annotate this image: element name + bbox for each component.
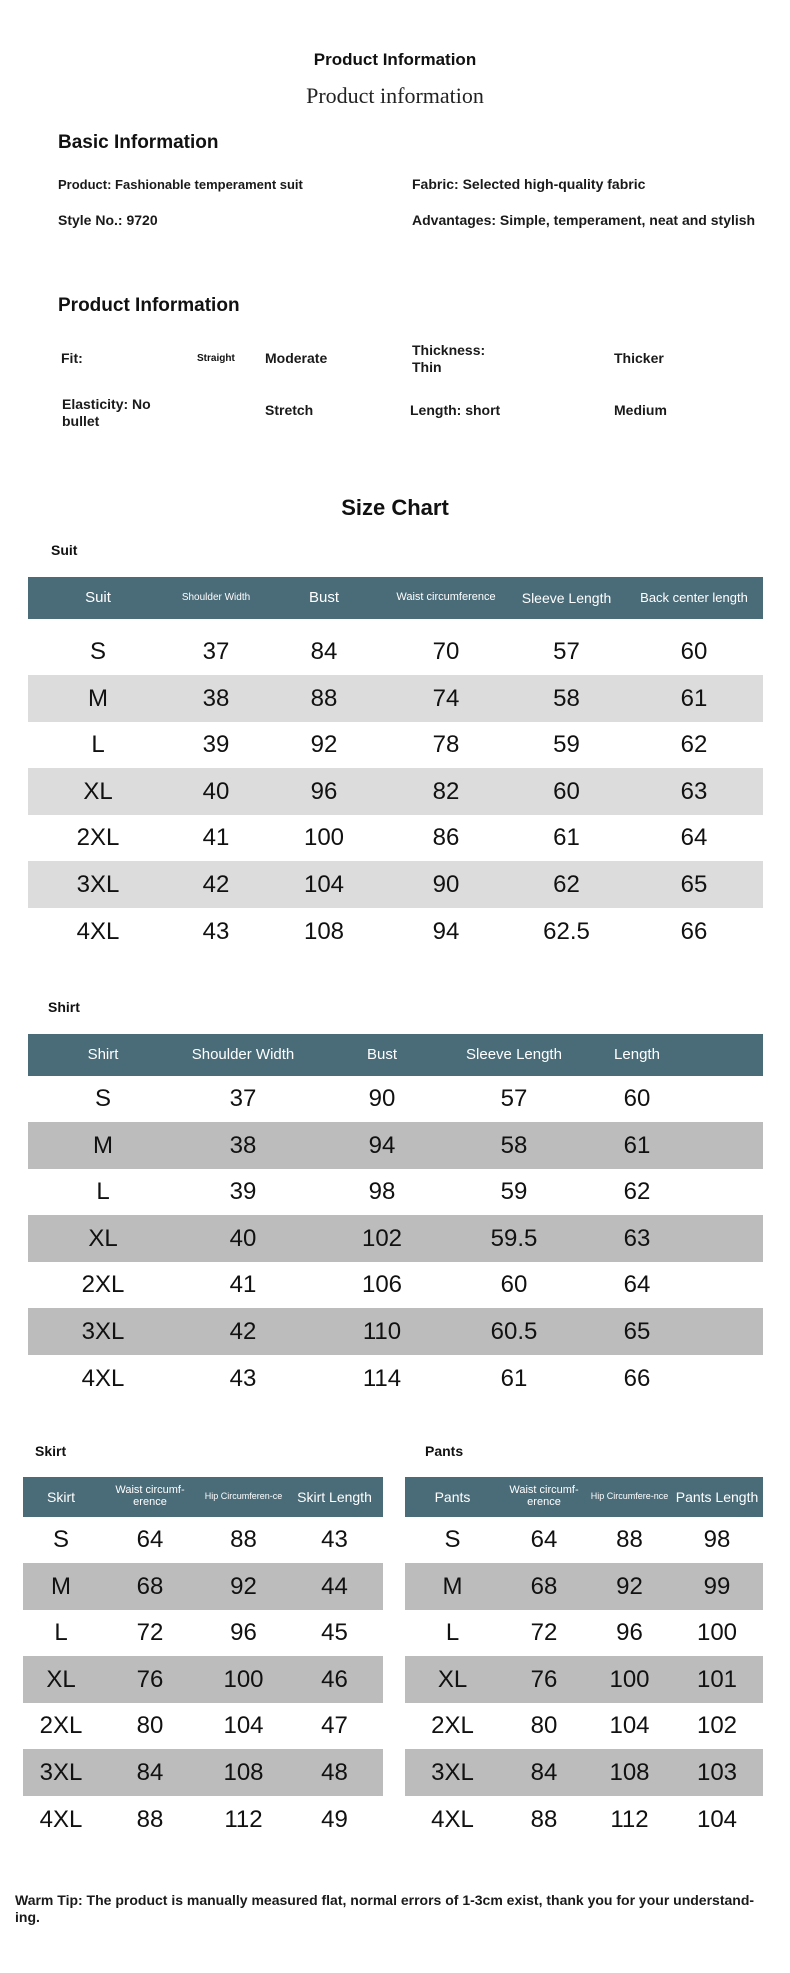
table-cell: 72 [530, 1619, 558, 1646]
table-cell: M [23, 1563, 99, 1610]
table-cell: 57 [500, 1085, 528, 1112]
fit-option-moderate: Moderate [265, 350, 328, 366]
page-subtitle: Product information [306, 83, 484, 108]
table-cell: 38 [168, 675, 264, 722]
fit-option-straight: Straight [197, 353, 235, 364]
table-row [405, 1610, 763, 1656]
suit-header-cell: Waist circumference [384, 577, 508, 619]
page-title: Product Information [313, 50, 477, 69]
table-cell: 60 [500, 1271, 528, 1298]
table-cell: 3XL [28, 1308, 178, 1355]
table-row [23, 1517, 383, 1563]
table-row [28, 768, 763, 815]
table-cell: 90 [384, 861, 508, 908]
pants-header-cell: Pants [405, 1477, 500, 1517]
suit-header-cell: Sleeve Length [508, 577, 625, 619]
table-cell: 65 [625, 861, 763, 908]
table-cell: 38 [178, 1122, 308, 1169]
table-cell: 62.5 [543, 917, 590, 945]
table-cell: 49 [321, 1805, 348, 1833]
table-cell: 41 [229, 1271, 257, 1298]
table-cell: 3XL [28, 861, 168, 908]
table-cell: L [96, 1178, 110, 1205]
table-cell: 64 [136, 1526, 164, 1553]
table-cell: 82 [384, 768, 508, 815]
table-cell: 66 [623, 1364, 651, 1392]
table-row [23, 1749, 383, 1796]
product-info-heading: Product Information [58, 295, 240, 316]
fit-label: Fit: [61, 350, 83, 366]
table-cell: 4XL [81, 1364, 125, 1392]
warm-tip: Warm Tip: The product is manually measured flat, normal errors of 1-3cm exist, thank you for your understand-ing. [15, 1892, 755, 1925]
table-cell: 98 [368, 1178, 396, 1205]
table-cell: 70 [432, 638, 460, 665]
table-cell: 110 [308, 1308, 456, 1355]
table-cell: 92 [588, 1563, 671, 1610]
table-cell: 96 [616, 1619, 643, 1646]
table-cell: 60 [623, 1085, 651, 1112]
table-cell: 4XL [76, 917, 120, 945]
table-cell: 40 [168, 768, 264, 815]
table-cell: 39 [229, 1178, 257, 1205]
table-cell: 42 [178, 1308, 308, 1355]
table-cell: 42 [168, 861, 264, 908]
table-cell: 96 [264, 768, 384, 815]
table-cell: 102 [696, 1712, 738, 1739]
pants-header-cell: Hip Circumfere-nce [588, 1477, 671, 1517]
table-row [28, 1122, 763, 1169]
table-cell: XL [28, 1215, 178, 1262]
table-cell: 96 [230, 1619, 257, 1646]
table-cell: 63 [625, 768, 763, 815]
table-cell: 4XL [431, 1805, 474, 1833]
table-cell: 78 [432, 731, 460, 758]
table-row [28, 1215, 763, 1262]
table-cell: 112 [610, 1805, 649, 1833]
table-row [405, 1749, 763, 1796]
table-cell: 92 [201, 1563, 286, 1610]
table-cell: 80 [136, 1712, 164, 1739]
table-cell: 62 [623, 1178, 651, 1205]
table-cell: 98 [703, 1526, 731, 1553]
table-cell: M [405, 1563, 500, 1610]
table-cell: XL [23, 1656, 99, 1703]
table-cell: 37 [202, 638, 230, 665]
table-cell: 108 [303, 917, 345, 945]
table-cell: 72 [136, 1619, 164, 1646]
table-cell: 37 [229, 1085, 257, 1112]
table-cell: XL [405, 1656, 500, 1703]
advantages-info: Advantages: Simple, temperament, neat and stylish [412, 212, 756, 228]
table-cell: L [445, 1619, 460, 1646]
shirt-header-cell: Shoulder Width [178, 1034, 308, 1076]
shirt-table-label: Shirt [48, 999, 80, 1015]
table-cell: 44 [286, 1563, 383, 1610]
table-cell: XL [28, 768, 168, 815]
product-name: Product: Fashionable temperament suit [58, 177, 303, 192]
table-cell: 68 [500, 1563, 588, 1610]
table-cell: M [28, 1122, 178, 1169]
table-cell: 88 [616, 1526, 643, 1553]
table-cell: L [91, 731, 105, 758]
skirt-header-cell: Skirt Length [286, 1477, 383, 1517]
table-cell: 61 [500, 1364, 528, 1392]
table-cell: 3XL [23, 1749, 99, 1796]
table-cell: 104 [696, 1805, 738, 1833]
basic-info-heading: Basic Information [58, 132, 219, 153]
table-cell: 94 [308, 1122, 456, 1169]
table-cell: 66 [680, 917, 708, 945]
shirt-header-cell: Length [572, 1034, 702, 1076]
table-cell: 2XL [81, 1271, 125, 1298]
table-cell: 65 [572, 1308, 702, 1355]
table-cell: 108 [588, 1749, 671, 1796]
skirt-size-table [23, 1477, 383, 1843]
table-row [28, 1355, 763, 1402]
table-row [28, 722, 763, 768]
elasticity-label: Elasticity: No bullet [62, 396, 151, 429]
suit-table-label: Suit [51, 542, 78, 558]
table-cell: 99 [671, 1563, 763, 1610]
table-cell: 84 [310, 638, 338, 665]
pants-header-cell: Waist circumf-erence [500, 1477, 588, 1517]
table-cell: 68 [99, 1563, 201, 1610]
table-cell: 86 [432, 824, 460, 851]
table-cell: 45 [321, 1619, 348, 1646]
table-cell: 60 [680, 638, 708, 665]
size-chart-title: Size Chart [341, 495, 449, 520]
table-cell: S [52, 1526, 69, 1553]
pants-size-table [405, 1477, 763, 1843]
suit-header-cell: Bust [264, 577, 384, 619]
table-cell: 43 [202, 917, 230, 945]
skirt-header-cell: Waist circumf-erence [99, 1477, 201, 1517]
table-cell: S [444, 1526, 461, 1553]
table-cell: 108 [201, 1749, 286, 1796]
thickness-option-thicker: Thicker [614, 350, 664, 366]
table-cell: 88 [264, 675, 384, 722]
table-cell: 4XL [39, 1805, 83, 1833]
table-cell: 62 [508, 861, 625, 908]
table-cell: 101 [671, 1656, 763, 1703]
table-cell: 90 [368, 1085, 396, 1112]
table-cell: 58 [456, 1122, 572, 1169]
table-row [28, 861, 763, 908]
table-cell: L [54, 1619, 68, 1646]
table-cell: 40 [178, 1215, 308, 1262]
table-row [28, 1169, 763, 1215]
table-cell: 84 [99, 1749, 201, 1796]
style-number: Style No.: 9720 [58, 212, 158, 228]
table-row [28, 815, 763, 861]
table-cell: 60.5 [456, 1308, 572, 1355]
table-cell: 100 [201, 1656, 286, 1703]
table-cell: 59 [553, 731, 580, 758]
table-row [405, 1796, 763, 1843]
suit-header-cell: Back center length [625, 577, 763, 619]
table-cell: 59 [500, 1178, 528, 1205]
table-row [405, 1517, 763, 1563]
table-cell: M [28, 675, 168, 722]
skirt-table-label: Skirt [35, 1443, 67, 1459]
shirt-header-cell: Bust [308, 1034, 456, 1076]
table-row [28, 1076, 763, 1122]
shirt-size-table [28, 1034, 763, 1402]
table-cell: 47 [321, 1712, 348, 1739]
table-cell: 114 [362, 1364, 402, 1392]
table-cell: 76 [99, 1656, 201, 1703]
table-cell: 88 [230, 1526, 257, 1553]
length-option-medium: Medium [614, 402, 667, 418]
table-row [405, 1703, 763, 1749]
elasticity-option-stretch: Stretch [265, 402, 314, 418]
table-cell: 84 [500, 1749, 588, 1796]
table-cell: 88 [530, 1805, 558, 1833]
table-cell: 74 [384, 675, 508, 722]
shirt-header-cell: Sleeve Length [456, 1034, 572, 1076]
table-cell: 100 [303, 824, 345, 851]
table-cell: 100 [696, 1619, 738, 1646]
suit-size-table [28, 577, 763, 955]
table-cell: 62 [680, 731, 708, 758]
table-cell: 2XL [39, 1712, 83, 1739]
fabric-info: Fabric: Selected high-quality fabric [412, 176, 646, 192]
table-cell: 94 [432, 917, 460, 945]
table-row [23, 1656, 383, 1703]
table-cell: 61 [625, 675, 763, 722]
table-cell: 106 [361, 1271, 403, 1298]
table-row [23, 1703, 383, 1749]
table-cell: 76 [500, 1656, 588, 1703]
table-cell: S [89, 638, 106, 665]
table-cell: 88 [136, 1805, 164, 1833]
table-row [23, 1563, 383, 1610]
table-cell: 102 [308, 1215, 456, 1262]
suit-header-cell: Shoulder Width [168, 577, 264, 619]
table-cell: 103 [671, 1749, 763, 1796]
table-cell: 104 [223, 1712, 264, 1739]
table-cell: 64 [530, 1526, 558, 1553]
table-cell: 80 [530, 1712, 558, 1739]
table-cell: 92 [310, 731, 338, 758]
table-cell: 48 [286, 1749, 383, 1796]
table-row [28, 908, 763, 955]
table-cell: 61 [572, 1122, 702, 1169]
table-row [28, 1262, 763, 1308]
table-cell: 104 [264, 861, 384, 908]
skirt-header-cell: Hip Circumferen-ce [201, 1477, 286, 1517]
table-cell: 2XL [431, 1712, 474, 1739]
table-cell: 43 [321, 1526, 348, 1553]
shirt-header-cell: Shirt [28, 1034, 178, 1076]
table-cell: 64 [623, 1271, 651, 1298]
table-cell: S [94, 1085, 111, 1112]
table-row [28, 629, 763, 675]
pants-header-cell: Pants Length [671, 1477, 763, 1517]
table-cell: 100 [588, 1656, 671, 1703]
table-row [23, 1796, 383, 1843]
table-row [405, 1563, 763, 1610]
table-cell: 2XL [76, 824, 120, 851]
table-row [28, 675, 763, 722]
table-cell: 112 [224, 1805, 263, 1833]
table-cell: 43 [229, 1364, 257, 1392]
table-cell: 63 [572, 1215, 702, 1262]
suit-header-cell: Suit [28, 577, 168, 619]
table-row [28, 1308, 763, 1355]
table-cell: 60 [508, 768, 625, 815]
table-cell: 104 [609, 1712, 650, 1739]
table-cell: 41 [202, 824, 230, 851]
pants-table-label: Pants [425, 1443, 464, 1459]
table-row [405, 1656, 763, 1703]
table-cell: 61 [553, 824, 580, 851]
table-cell: 59.5 [456, 1215, 572, 1262]
table-cell: 39 [202, 731, 230, 758]
length-label: Length: short [410, 402, 501, 418]
table-cell: 64 [680, 824, 708, 851]
table-cell: 3XL [405, 1749, 500, 1796]
table-cell: 46 [286, 1656, 383, 1703]
table-cell: 58 [508, 675, 625, 722]
thickness-label: Thickness: Thin [412, 342, 486, 375]
skirt-header-cell: Skirt [23, 1477, 99, 1517]
table-row [23, 1610, 383, 1656]
shirt-header-cell [702, 1034, 763, 1076]
table-cell: 57 [553, 638, 580, 665]
